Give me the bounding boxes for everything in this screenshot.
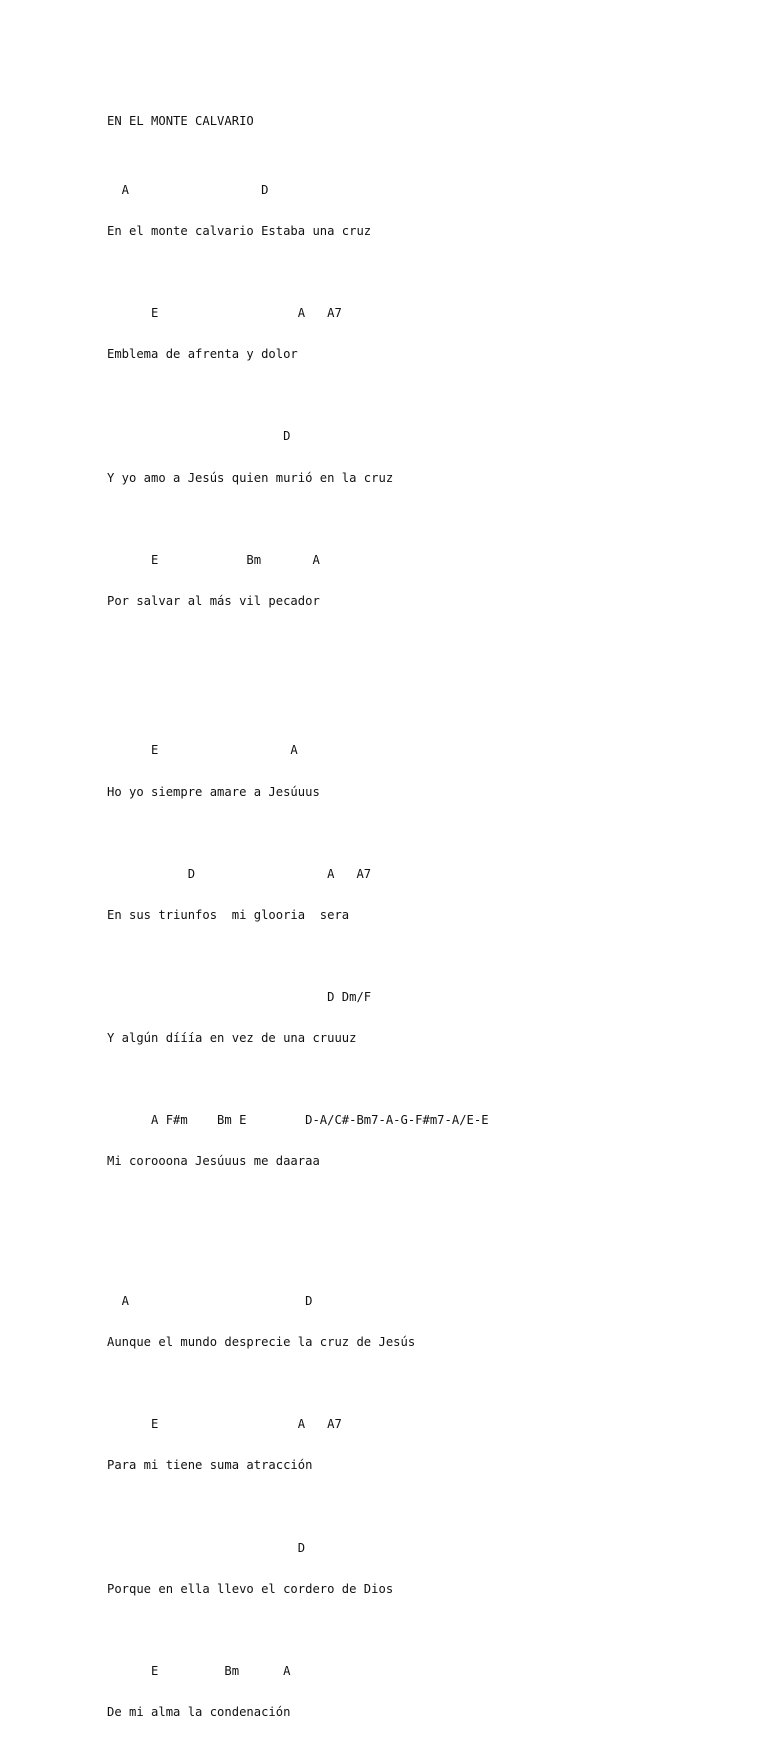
chord-line: E A A7: [107, 306, 342, 321]
spacer: [107, 1073, 489, 1087]
lyric-line: Mi corooona Jesúuus me daaraa: [107, 1154, 320, 1169]
stanza-spacer: [107, 650, 489, 690]
chord-line: D A A7: [107, 866, 372, 881]
spacer: [107, 827, 489, 841]
lyric-line: En el monte calvario Estaba una cruz: [107, 224, 372, 238]
chord-line: A D: [107, 182, 269, 197]
spacer: [107, 513, 489, 527]
lyric-line: Y algún dííía en vez de una cruuuz: [107, 1031, 357, 1046]
lyric-line: Aunque el mundo desprecie la cruz de Jesús: [107, 1335, 416, 1350]
chord-line: E A A7: [107, 1417, 342, 1432]
spacer: [107, 1624, 489, 1638]
spacer: [107, 950, 489, 964]
lyric-line: Emblema de afrenta y dolor: [107, 347, 298, 362]
spacer: [107, 389, 489, 403]
lyric-line: Por salvar al más vil pecador: [107, 593, 320, 608]
stanza-spacer: [107, 1210, 489, 1240]
song-title: EN EL MONTE CALVARIO: [107, 114, 254, 129]
chord-line: E A: [107, 743, 298, 758]
chord-line: E Bm A: [107, 552, 320, 567]
lyric-line: Para mi tiene suma atracción: [107, 1458, 313, 1473]
chord-line: D: [107, 429, 291, 444]
lyric-line: De mi alma la condenación: [107, 1704, 291, 1719]
chord-line: A D: [107, 1294, 313, 1308]
chord-line: D: [107, 1540, 306, 1555]
lyric-line: Y yo amo a Jesús quien murió en la cruz: [107, 470, 394, 485]
chord-line: D Dm/F: [107, 990, 372, 1005]
spacer: [107, 266, 489, 280]
chord-line: E Bm A: [107, 1663, 291, 1678]
lyric-line: Ho yo siempre amare a Jesúuus: [107, 784, 320, 799]
lyric-line: En sus triunfos mi glooria sera: [107, 907, 350, 922]
spacer: [107, 1377, 489, 1391]
lyric-line: Porque en ella llevo el cordero de Dios: [107, 1581, 394, 1596]
spacer: [107, 1500, 489, 1514]
song-sheet: [107, 88, 489, 1747]
chord-line: A F#m Bm E D-A/C#-Bm7-A-G-F#m7-A/E-E: [107, 1113, 489, 1128]
